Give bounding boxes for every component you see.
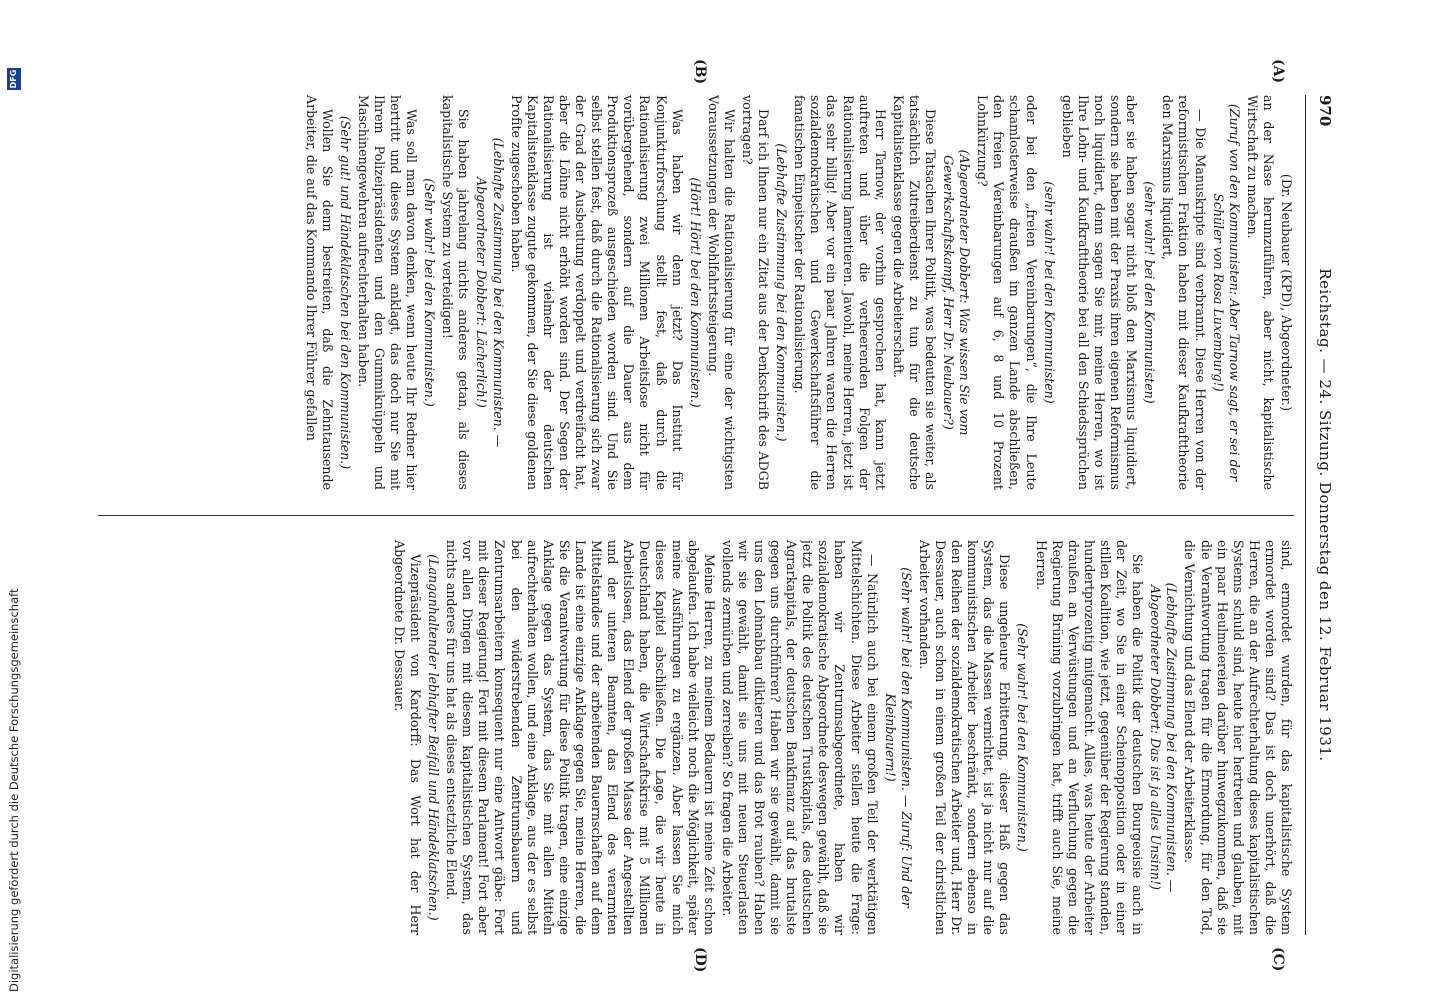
paragraph: (Sehr wahr! bei den Kommunisten. — Zuruf: Und der Kleinbauern!): [882, 567, 914, 908]
paragraph: sind, ermordet wurden, für das kapitalistische System ermordet worden sind? Das ist doch unerhört, daß die Herren, die an der Aufrechterhaltung dieses kapitalistischen Systems schuld sind, heute hier hertreten und glauben, mit ein paar Heulmeiereien darüber hinwegzukommen, daß sie die Verantwortung tragen für die Ermordung, für den Tod, die Vernichtung und das Elend der Arbeiterklasse.: [1182, 540, 1294, 935]
paragraph: Diese Tatsachen Ihrer Politik, was bedeuten sie weiter, als tatsächlich Zutreiberdienst zu tun für die deutsche Kapitalistenklasse gegen die Arbeiterschaft.: [890, 95, 939, 490]
column-separator: [98, 515, 1294, 516]
page-body: [98, 59, 1338, 973]
credit-text: Digitalisierung gefördert durch die Deutsche Forschungsgemeinschaft: [7, 588, 21, 992]
margin-letter-d: (D): [692, 947, 708, 973]
paragraph: (sehr wahr! bei den Kommunisten): [1041, 181, 1057, 404]
paragraph: Sie haben jahrelang nichts anderes getan, als dieses kapitalistische System zu verteidigen!: [440, 95, 472, 490]
paragraph: (Hört! Hört! bei den Kommunisten.): [687, 177, 703, 408]
paragraph: Herr Tarnow, der vorhin gesprochen hat, kann jetzt auftreten und über die verheerenden Folgen der Rationalisierung lamentieren. Jawohl, meine Herren, jetzt ist das sehr billig! Aber vor ein paar Jahren waren die Herren sozialdemokratischen und Gewerkschaftsführer die fanatischen Einpeitscher der Rationalisierung.: [792, 95, 888, 490]
margin-letter-c: (C): [1270, 947, 1286, 972]
page-header: [1312, 95, 1338, 935]
paragraph: (Sehr wahr! bei den Kommunisten.): [1015, 623, 1031, 852]
paragraph: aber sie haben sogar nicht bloß den Marxismus liquidiert, sondern sie haben mit der Praxis ihren eigenen Reformismus noch liquidiert, denn sagen Sie mir, meine Herren, wo ist Ihre Lohn- und Kaufkrafttheorie bei all den Schiedssprüchen geblieben: [1059, 95, 1140, 490]
header-rule: [1305, 95, 1306, 935]
paragraph: (Langanhaltender lebhafter Beifall und Händeklatschen.): [426, 554, 442, 921]
margin-letter-a: (A): [1270, 59, 1286, 84]
paragraph: an der Nase herumzuführen, aber nicht, kapitalistische Wirtschaft zu machen.: [1244, 95, 1276, 490]
digitization-credit: [4, 0, 24, 1000]
paragraph: Wir halten die Rationalisierung für eine der wichtigsten Voraussetzungen der Wohlfahrtssteigerung.: [705, 95, 737, 490]
paragraph: (Sehr gut! und Händeklatschen bei den Kommunisten.): [337, 115, 353, 470]
paragraph: (sehr wahr! bei den Kommunisten): [1142, 181, 1158, 404]
paragraph: (Lebhafte Zustimmung bei den Kommunisten.): [774, 143, 790, 442]
running-title: Reichstag. — 24. Sitzung. Donnerstag den 12. Februar 1931.: [1316, 268, 1334, 762]
paragraph: — Natürlich auch bei einem großen Teil der werktätigen Mittelschichten. Diese Arbeiter stellen heute die Frage: haben wir Zentrumsabgeordnete, haben wir sozialdemokratische Abgeordnete deswegen gewählt, daß sie jetzt die Politik des deutschen Trustkapitals, des deutschen Agrarkapitals, der deutschen Bankfinanz auf das brutalste gegen uns durchführen? Haben wir sie gewählt, damit sie uns den Lohnabbau diktieren und das Brot rauben? Haben wir sie gewählt, damit sie uns mit neuen Steuerlasten vollends zermürben und zerreiben? So fragen die Arbeiter.: [719, 540, 880, 935]
paragraph: (Lebhafte Zustimmung bei den Kommunisten. — Abgeordneter Dobbert: Lächerlich!): [474, 137, 506, 448]
left-column: [98, 95, 1294, 490]
paragraph: Wollen Sie denn bestreiten, daß die Zehntausende Arbeiter, die auf das Kommando Ihrer Führer gefallen: [303, 95, 335, 490]
paragraph: — Die Manuskripte sind verbrannt. Diese Herren von der reformistischen Fraktion haben mit dieser Kaufkrafttheorie den Marxismus liquidiert,: [1160, 95, 1208, 490]
paragraph: Meine Herren, zu meinem Bedauern ist meine Zeit schon abgelaufen. Ich habe vielleicht noch die Möglichkeit, später meine Ausführungen zu ergänzen. Aber lassen Sie mich dieses Kapitel abschließen. Die Lage, die wir heute in Deutschland haben, die Wirtschaftskrise mit 5 Millionen Arbeitslosen, das Elend der großen Masse der Angestellten und der unteren Beamten, das Elend des verarmten Mittelstandes und der arbeitenden Bauernschaften auf dem Lande ist eine einzige Anklage gegen Sie, meine Herren, die Sie die Verantwortung für diese Politik tragen, eine einzige Anklage gegen das System, das Sie mit allen Mitteln aufrechterhalten wollen, und eine Anklage, aus der es selbst bei den widerstrebenden Zentrumsbauern und Zentrumsarbeitern konsequent nur eine Antwort gäbe: Fort mit dieser Regierung! Fort mit diesem Parlament! Fort aber vor allen Dingen mit diesem kapitalistischen System, das nichts anderes für uns hat als dieses entsetzliche Elend.: [444, 540, 717, 935]
page-number: 970: [1316, 95, 1334, 127]
dfg-logo: DFG: [7, 68, 21, 90]
paragraph: (Lebhafte Zustimmung bei den Kommunisten. — Abgeordneter Dobbert: Das ist ja alles Unsinn!): [1148, 582, 1180, 893]
margin-letter-b: (B): [692, 59, 708, 85]
paragraph: Diese ungeheure Erbitterung, dieser Haß gegen das System, das die Massen vernichtet, ist ja nicht nur auf die kommunistischen Arbeiter beschränkt, sondern ebenso in den Reihen der sozialdemokratischen Arbeiter und, Herr Dr. Dessauer, auch schon in einem großen Teil der christlichen Arbeiter vorhanden.: [916, 540, 1013, 935]
paragraph: Darf ich Ihnen nur ein Zitat aus der Denkschrift des ADGB vortragen?: [740, 95, 772, 490]
paragraph: (Abgeordneter Dobbert: Was wissen Sie vom Gewerkschaftskampf, Herr Dr. Neubauer?): [941, 149, 973, 436]
paragraph: Was soll man davon denken, wenn heute Ihr Redner hier hertritt und dieses System anklagt, das doch nur Sie mit Ihrem Polizeipräsidenten und den Gummiknüppeln und Maschinengewehren aufrechterhalten haben.: [355, 95, 420, 490]
paragraph: Was haben wir denn jetzt? Das Institut für Konjunkturforschung stellt fest, daß durch die Rationalisierung zwei Millionen Arbeitslose nicht für vorübergehend, sondern auf die Dauer aus dem Produktionsprozeß ausgeschieden worden sind. Und Sie selbst stellen fest, daß durch die Rationalisierung sich zwar der Grad der Ausbeutung verdoppelt und verdreifacht hat, aber die Löhne nicht erhöht worden sind. Der Segen der Rationalisierung ist vielmehr der deutschen Kapitalistenklasse zugute gekommen, der Sie diese goldenen Profite zugeschoben haben.: [508, 95, 685, 490]
paragraph: (Dr. Neubauer (KPD), Abgeordneter.): [1279, 173, 1294, 412]
right-column: [98, 540, 1294, 935]
paragraph: Sie haben die Politik der deutschen Bourgeoisie auch in der Zeit, wo Sie in einer Scheinopposition oder in einer stillen Koalition, wie jetzt, gegenüber der Regierung standen, hundertprozentig mitgemacht. Alles, was heute der Arbeiter draußen an Verwüstungen und an Verfluchung gegen die Regierung Brüning vorzubringen hat, trifft auch Sie, meine Herren.: [1033, 540, 1146, 935]
paragraph: Vizepräsident von Kardorff: Das Wort hat der Herr Abgeordnete Dr. Dessauer.: [391, 540, 424, 935]
paragraph: oder bei den „freien Vereinbarungen“, die Ihre Leute schamlosterweise draußen im ganzen Lande abschließen, den freien Vereinbarungen auf 6, 8 und 10 Prozent Lohnkürzung?: [975, 95, 1039, 490]
paragraph: (Sehr wahr! bei den Kommunisten.): [422, 178, 438, 407]
paragraph: (Zuruf von den Kommunisten: Aber Tarnow sagt, er sei der Schüler von Rosa Luxemburg!): [1210, 103, 1242, 482]
